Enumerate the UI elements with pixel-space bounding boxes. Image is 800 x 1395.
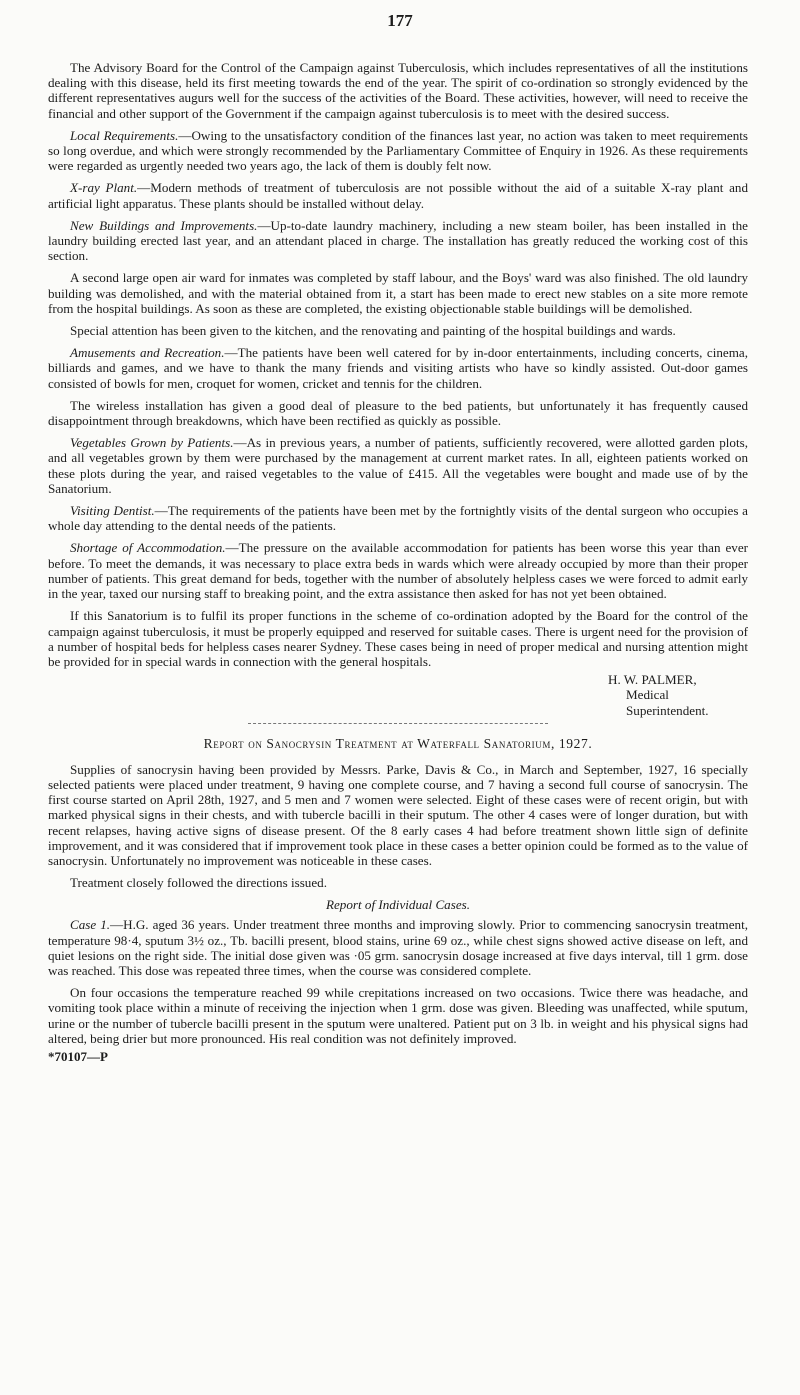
paragraph-text: —The pressure on the available accommodation for patients has been worse this year than ever before. To meet the demands, it was necessary to place extra beds in wards which were already occupied by more than their proper number of patients. This great demand for beds, together with the number of absolutely helpless cases we were forced to admit early in the year, taxed our nursing staff to breaking point, and the extra assistance then asked for has not yet been obtained. <box>48 540 748 602</box>
paragraph <box>48 128 748 174</box>
paragraph <box>48 875 748 890</box>
paragraph-heading: Case 1. <box>70 917 111 933</box>
paragraph-text: —The requirements of the patients have been met by the fortnightly visits of the dental surgeon who occupies a whole day attending to the dental needs of the patients. <box>48 503 748 534</box>
report-section <box>48 762 748 891</box>
footer-code: *70107—P <box>48 1048 108 1064</box>
paragraph <box>48 435 748 496</box>
paragraph <box>48 60 748 121</box>
paragraph-text: —Owing to the unsatisfactory condition of the finances last year, no action was taken to meet requirements so long overdue, and which were strongly recommended by the Parliamentary Committee of Enquiry in 1926. As these requirements were regarded as urgently needed two years ago, the lack of them is doubly felt now. <box>48 127 748 174</box>
paragraph-heading: Amusements and Recreation. <box>70 345 225 361</box>
page-number: 177 <box>387 11 413 30</box>
paragraph <box>48 398 748 428</box>
paragraph <box>48 503 748 533</box>
paragraph-heading: X-ray Plant. <box>70 180 138 196</box>
paragraph-text: Treatment closely followed the directions issued. <box>70 875 327 891</box>
signature-title: Medical Superintendent. <box>626 687 709 718</box>
main-section <box>48 60 748 669</box>
paragraph-text: —As in previous years, a number of patients, sufficiently recovered, were allotted garden plots, and all vegetables grown by them were purchased by the management at current market rates. In all, eighteen patients worked on these plots during the year, and raised vegetables to the value of £415. All the vegetables were bought and made use of by the Sanatorium. <box>48 435 748 496</box>
paragraph-text: —H.G. aged 36 years. Under treatment three months and improving slowly. Prior to commencing sanocrysin treatment, temperature 98·4, sputum 3½ oz., Tb. bacilli present, blood stains, urine 69 oz., while chest signs showed active disease on left, and quiet lesions on the right side. The initial dose given was ·05 grm. sanocrysin dosage increased at five days interval, till 1 grm. dose was reached. This dose was repeated three times, when the course was considered complete. <box>48 917 748 978</box>
paragraph-text: —Up-to-date laundry machinery, including a new steam boiler, has been installed in the laundry building erected last year, and an attendant placed in charge. The installation has greatly reduced the working cost of this section. <box>48 217 748 264</box>
paragraph <box>48 218 748 264</box>
paragraph-heading: Visiting Dentist. <box>70 503 155 519</box>
paragraph-text: Supplies of sanocrysin having been provided by Messrs. Parke, Davis & Co., in March and September, 1927, 16 specially selected patients were placed under treatment, 9 having one complete course, and 7 having a second full course of sanocrysin. The first course started on April 28th, 1927, and 5 men and 7 women were selected. Eight of these cases were of recent origin, but with marked physical signs in their chests, and with tubercle bacilli in their sputum. The other 4 cases were of longer duration, but with recent relapses, having active signs of disease present. Of the 8 early cases 4 had before treatment shown little sign of definite improvement, and it was considered that if improvement took place in these cases a better opinion could be formed as to the value of sanocrysin. Unfortunately no improvement was noticeable in these cases. <box>48 761 748 868</box>
paragraph <box>48 345 748 391</box>
report-heading: Report on Sanocrysin Treatment at Waterfall Sanatorium, 1927. <box>203 735 593 751</box>
paragraph <box>48 608 748 669</box>
paragraph-text: The wireless installation has given a good deal of pleasure to the bed patients, but unfortunately it has frequently caused disappointment through breakdowns, which have been rectified as quickly as possible. <box>48 397 748 429</box>
paragraph <box>48 323 748 338</box>
paragraph <box>48 985 748 1046</box>
document-body <box>48 60 748 1065</box>
paragraph <box>48 762 748 868</box>
section-divider <box>248 723 548 724</box>
paragraph-text: Special attention has been given to the kitchen, and the renovating and painting of the hospital buildings and wards. <box>70 323 676 339</box>
cases-section <box>48 917 748 1046</box>
signature-name: H. W. PALMER, <box>608 672 697 688</box>
cases-subheading: Report of Individual Cases. <box>325 897 471 913</box>
paragraph <box>48 270 748 316</box>
paragraph-text: The Advisory Board for the Control of the Campaign against Tuberculosis, which includes representatives of all the institutions dealing with this disease, held its first meeting towards the end of the year. The spirit of co-ordination so strongly evidenced by the different representatives augurs well for the success of the activities of the Board. These activities, however, will need to receive the financial and other support of the Government if the campaign against tuberculosis is to meet with the desired success. <box>48 60 748 121</box>
paragraph-heading: New Buildings and Improvements. <box>70 217 258 233</box>
paragraph <box>48 917 748 978</box>
paragraph <box>48 540 748 601</box>
paragraph-text: If this Sanatorium is to fulfil its proper functions in the scheme of co-ordination adopted by the Board for the control of the campaign against tuberculosis, it must be properly equipped and reserved for suitable cases. There is urgent need for the provision of a number of hospital beds for helpless cases nearer Sydney. These cases being in need of proper medical and nursing attention might be provided for in special wards in connection with the general hospitals. <box>48 608 748 669</box>
paragraph-heading: Shortage of Accommodation. <box>70 540 226 556</box>
paragraph-text: —The patients have been well catered for by in-door entertainments, including concerts, cinema, billiards and games, and we have to thank the many friends and visiting artists who have so kindly assisted. Out-door games consisted of bowls for men, croquet for women, cricket and tennis for the children. <box>48 345 748 391</box>
paragraph-text: A second large open air ward for inmates was completed by staff labour, and the Boys' ward was also finished. The old laundry building was demolished, and with the material obtained from it, a start has been made to erect new stables on a site more remote from the hospital buildings. As soon as these are completed, the existing objectionable stable buildings will be demolished. <box>48 270 748 316</box>
paragraph <box>48 180 748 210</box>
paragraph-text: —Modern methods of treatment of tuberculosis are not possible without the aid of a suitable X-ray plant and artificial light apparatus. These plants should be installed without delay. <box>48 180 748 211</box>
paragraph-heading: Local Requirements. <box>70 127 179 143</box>
signature-block <box>48 672 708 718</box>
paragraph-text: On four occasions the temperature reached 99 while crepitations increased on two occasions. Twice there was headache, and vomiting took place within a minute of receiving the injection when 1 grm. dose was given. Bleeding was unaffected, while sputum, urine or the number of tubercle bacilli present in the sputum were unaltered. Patient put on 3 lb. in weight and his physical signs had altered, being drier but more pronounced. His real condition was not definitely improved. <box>48 985 748 1046</box>
paragraph-heading: Vegetables Grown by Patients. <box>70 435 234 451</box>
